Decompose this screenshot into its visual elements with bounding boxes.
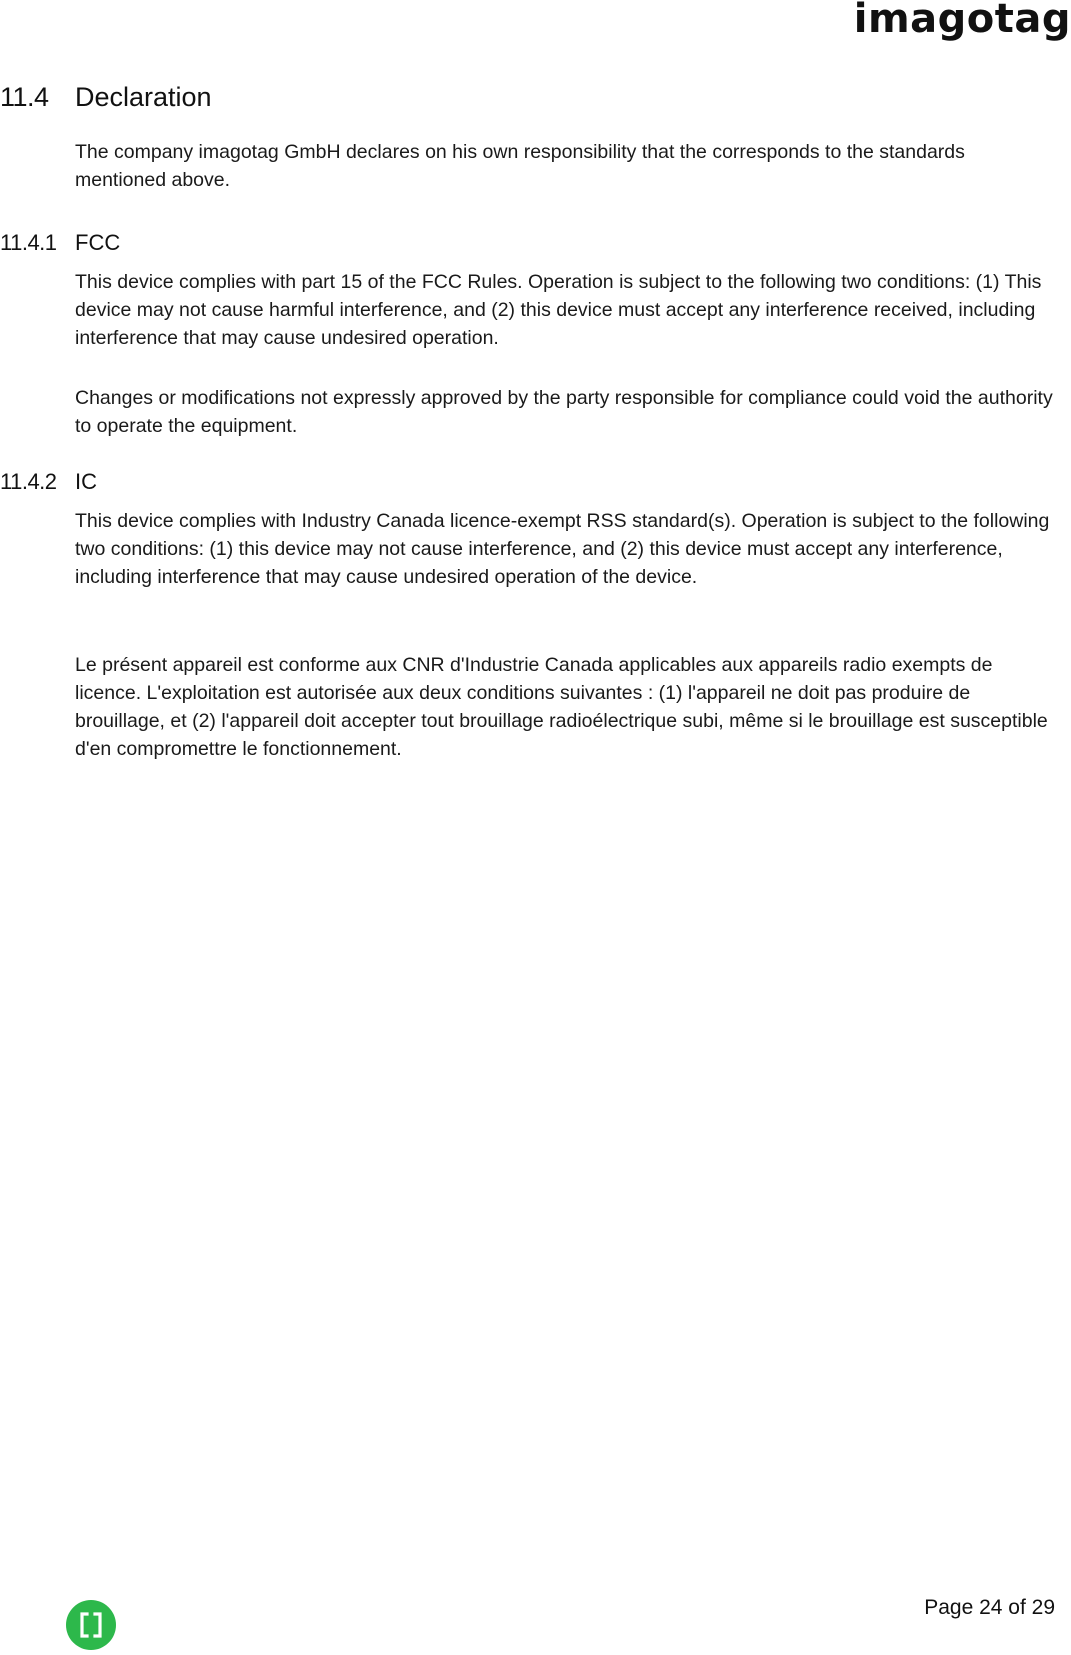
fcc-paragraph-1: This device complies with part 15 of the FCC Rules. Operation is subject to the following two conditions: (1) This device may not cause harmful interference, and (2) this device must accept any interference received, including interference that may cause undesired operation.	[75, 271, 1042, 349]
section-heading-declaration	[0, 82, 212, 113]
imagotag-logo: imagotag	[853, 0, 1071, 42]
bracket-logo-icon	[66, 1600, 116, 1650]
ic-paragraph-2: Le présent appareil est conforme aux CNR d'Industrie Canada applicables aux appareils radio exempts de licence. L'exploitation est autorisée aux deux conditions suivantes : (1) l'appareil ne doit pas produire de brouillage, et (2) l'appareil doit accepter tout brouillage radioélectrique subi, même si le brouillage est susceptible d'en compromettre le fonctionnement.	[75, 654, 1048, 760]
section-title: FCC	[75, 230, 121, 255]
section-heading-fcc	[0, 230, 120, 256]
section-number: 11.4	[0, 82, 49, 112]
section-heading-ic	[0, 469, 97, 495]
section-number: 11.4.2	[0, 469, 57, 494]
declaration-paragraph: The company imagotag GmbH declares on his own responsibility that the corresponds to the standards mentioned above.	[75, 141, 965, 191]
ic-paragraph-1: This device complies with Industry Canada licence-exempt RSS standard(s). Operation is subject to the following two conditions: (1) this device may not cause interference, and (2) this device must accept any interference, including interference that may cause undesired operation of the device.	[75, 510, 1050, 588]
section-number: 11.4.1	[0, 230, 57, 255]
section-title: IC	[75, 469, 97, 494]
section-title: Declaration	[75, 82, 212, 112]
page-number: Page 24 of 29	[924, 1596, 1055, 1619]
bracket-logo-icon	[66, 1600, 116, 1650]
fcc-paragraph-2: Changes or modifications not expressly approved by the party responsible for compliance could void the authority to operate the equipment.	[75, 387, 1053, 437]
